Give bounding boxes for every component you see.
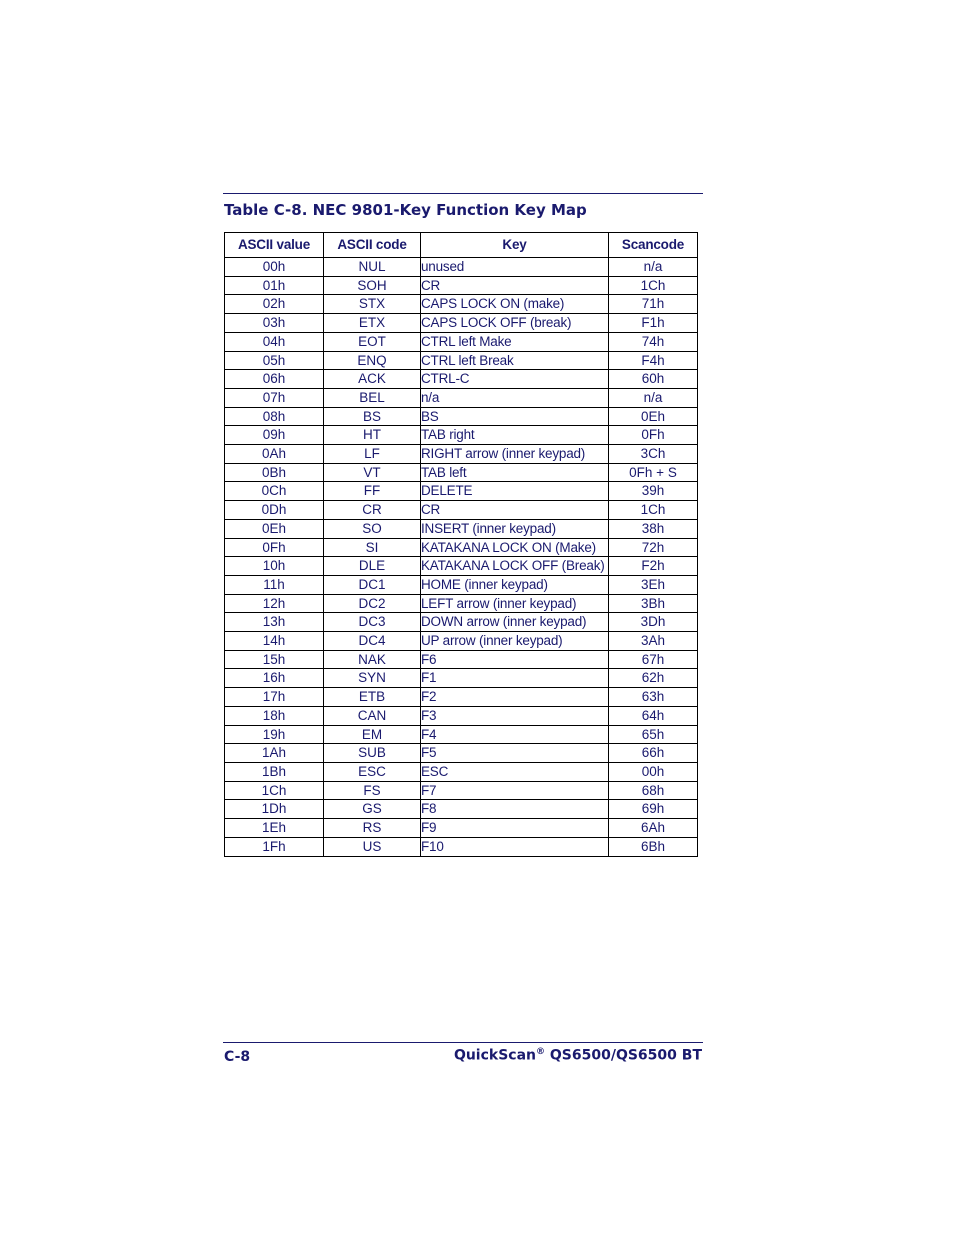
cell-ascii-code: DLE bbox=[324, 557, 421, 576]
cell-key: CTRL left Break bbox=[421, 351, 609, 370]
table-row bbox=[225, 314, 698, 333]
table-row bbox=[225, 594, 698, 613]
cell-key: unused bbox=[421, 258, 609, 277]
table-row bbox=[225, 351, 698, 370]
cell-key: BS bbox=[421, 407, 609, 426]
cell-scancode: 00h bbox=[609, 762, 698, 781]
cell-scancode: n/a bbox=[609, 258, 698, 277]
cell-ascii-code: DC2 bbox=[324, 594, 421, 613]
cell-scancode: 0Fh bbox=[609, 426, 698, 445]
table-row bbox=[225, 781, 698, 800]
cell-ascii-code: ETX bbox=[324, 314, 421, 333]
table-row bbox=[225, 407, 698, 426]
cell-key: F3 bbox=[421, 706, 609, 725]
cell-ascii-value: 04h bbox=[225, 332, 324, 351]
cell-ascii-value: 19h bbox=[225, 725, 324, 744]
cell-key: F8 bbox=[421, 800, 609, 819]
cell-ascii-code: DC3 bbox=[324, 613, 421, 632]
cell-scancode: 39h bbox=[609, 482, 698, 501]
cell-scancode: 69h bbox=[609, 800, 698, 819]
cell-ascii-code: EOT bbox=[324, 332, 421, 351]
cell-scancode: 3Bh bbox=[609, 594, 698, 613]
cell-ascii-value: 17h bbox=[225, 688, 324, 707]
cell-scancode: F1h bbox=[609, 314, 698, 333]
cell-ascii-value: 06h bbox=[225, 370, 324, 389]
column-header-scancode: Scancode bbox=[609, 233, 698, 258]
cell-ascii-value: 0Fh bbox=[225, 538, 324, 557]
table-row bbox=[225, 688, 698, 707]
table-row bbox=[225, 575, 698, 594]
cell-ascii-value: 12h bbox=[225, 594, 324, 613]
cell-ascii-value: 09h bbox=[225, 426, 324, 445]
cell-ascii-code: US bbox=[324, 837, 421, 856]
table-row bbox=[225, 613, 698, 632]
cell-key: KATAKANA LOCK OFF (Break) bbox=[421, 557, 609, 576]
cell-scancode: 3Dh bbox=[609, 613, 698, 632]
cell-key: CR bbox=[421, 501, 609, 520]
cell-key: F7 bbox=[421, 781, 609, 800]
cell-key: DOWN arrow (inner keypad) bbox=[421, 613, 609, 632]
cell-ascii-value: 1Eh bbox=[225, 819, 324, 838]
cell-key: CTRL left Make bbox=[421, 332, 609, 351]
cell-key: CR bbox=[421, 276, 609, 295]
table-row bbox=[225, 819, 698, 838]
cell-ascii-code: ESC bbox=[324, 762, 421, 781]
cell-ascii-code: RS bbox=[324, 819, 421, 838]
cell-key: LEFT arrow (inner keypad) bbox=[421, 594, 609, 613]
cell-scancode: 67h bbox=[609, 650, 698, 669]
table-row bbox=[225, 669, 698, 688]
table-row bbox=[225, 538, 698, 557]
cell-scancode: 0Fh + S bbox=[609, 463, 698, 482]
cell-scancode: 6Bh bbox=[609, 837, 698, 856]
cell-ascii-value: 1Dh bbox=[225, 800, 324, 819]
cell-ascii-value: 03h bbox=[225, 314, 324, 333]
table-row bbox=[225, 744, 698, 763]
cell-scancode: 6Ah bbox=[609, 819, 698, 838]
cell-key: DELETE bbox=[421, 482, 609, 501]
cell-ascii-code: BEL bbox=[324, 388, 421, 407]
header-rule bbox=[223, 193, 703, 194]
cell-key: CAPS LOCK ON (make) bbox=[421, 295, 609, 314]
cell-key: CTRL-C bbox=[421, 370, 609, 389]
cell-scancode: 72h bbox=[609, 538, 698, 557]
table-row bbox=[225, 276, 698, 295]
table-caption: Table C-8. NEC 9801-Key Function Key Map bbox=[224, 201, 587, 219]
cell-ascii-value: 01h bbox=[225, 276, 324, 295]
table-row bbox=[225, 370, 698, 389]
cell-key: F9 bbox=[421, 819, 609, 838]
cell-key: n/a bbox=[421, 388, 609, 407]
cell-ascii-value: 1Bh bbox=[225, 762, 324, 781]
cell-key: F4 bbox=[421, 725, 609, 744]
cell-key: CAPS LOCK OFF (break) bbox=[421, 314, 609, 333]
cell-key: F2 bbox=[421, 688, 609, 707]
cell-ascii-value: 0Dh bbox=[225, 501, 324, 520]
cell-scancode: 68h bbox=[609, 781, 698, 800]
cell-key: UP arrow (inner keypad) bbox=[421, 632, 609, 651]
cell-ascii-value: 02h bbox=[225, 295, 324, 314]
table-row bbox=[225, 800, 698, 819]
cell-scancode: 1Ch bbox=[609, 276, 698, 295]
cell-key: KATAKANA LOCK ON (Make) bbox=[421, 538, 609, 557]
cell-scancode: 1Ch bbox=[609, 501, 698, 520]
cell-ascii-code: DC4 bbox=[324, 632, 421, 651]
cell-ascii-value: 10h bbox=[225, 557, 324, 576]
cell-ascii-code: HT bbox=[324, 426, 421, 445]
cell-ascii-code: STX bbox=[324, 295, 421, 314]
cell-scancode: F4h bbox=[609, 351, 698, 370]
cell-key: F5 bbox=[421, 744, 609, 763]
cell-ascii-code: FF bbox=[324, 482, 421, 501]
cell-ascii-code: VT bbox=[324, 463, 421, 482]
cell-scancode: 66h bbox=[609, 744, 698, 763]
cell-scancode: n/a bbox=[609, 388, 698, 407]
table-row bbox=[225, 557, 698, 576]
table-row bbox=[225, 258, 698, 277]
cell-ascii-value: 1Fh bbox=[225, 837, 324, 856]
cell-ascii-code: SI bbox=[324, 538, 421, 557]
table-row bbox=[225, 463, 698, 482]
product-model: QS6500/QS6500 BT bbox=[545, 1047, 702, 1064]
cell-scancode: 63h bbox=[609, 688, 698, 707]
cell-ascii-code: DC1 bbox=[324, 575, 421, 594]
cell-scancode: 74h bbox=[609, 332, 698, 351]
table-row bbox=[225, 445, 698, 464]
column-header-ascii-code: ASCII code bbox=[324, 233, 421, 258]
table-row bbox=[225, 501, 698, 520]
cell-ascii-value: 00h bbox=[225, 258, 324, 277]
cell-ascii-code: GS bbox=[324, 800, 421, 819]
table-row bbox=[225, 706, 698, 725]
cell-ascii-value: 08h bbox=[225, 407, 324, 426]
table-row bbox=[225, 837, 698, 856]
table-row bbox=[225, 295, 698, 314]
cell-ascii-value: 07h bbox=[225, 388, 324, 407]
cell-scancode: 60h bbox=[609, 370, 698, 389]
cell-ascii-value: 0Eh bbox=[225, 519, 324, 538]
table-header-row bbox=[225, 233, 698, 258]
table-row bbox=[225, 332, 698, 351]
cell-ascii-value: 1Ch bbox=[225, 781, 324, 800]
cell-ascii-code: SOH bbox=[324, 276, 421, 295]
cell-ascii-code: SO bbox=[324, 519, 421, 538]
cell-key: F10 bbox=[421, 837, 609, 856]
cell-key: INSERT (inner keypad) bbox=[421, 519, 609, 538]
table-body bbox=[225, 258, 698, 857]
cell-scancode: 3Ah bbox=[609, 632, 698, 651]
cell-ascii-code: CAN bbox=[324, 706, 421, 725]
cell-scancode: 3Eh bbox=[609, 575, 698, 594]
cell-scancode: 62h bbox=[609, 669, 698, 688]
registered-mark: ® bbox=[536, 1047, 546, 1057]
footer-rule bbox=[223, 1042, 703, 1043]
cell-ascii-code: FS bbox=[324, 781, 421, 800]
column-header-ascii-value: ASCII value bbox=[225, 233, 324, 258]
cell-scancode: 64h bbox=[609, 706, 698, 725]
column-header-key: Key bbox=[421, 233, 609, 258]
cell-ascii-value: 0Ah bbox=[225, 445, 324, 464]
table-row bbox=[225, 482, 698, 501]
cell-ascii-code: NUL bbox=[324, 258, 421, 277]
cell-scancode: 3Ch bbox=[609, 445, 698, 464]
cell-ascii-code: CR bbox=[324, 501, 421, 520]
cell-ascii-code: SYN bbox=[324, 669, 421, 688]
cell-ascii-value: 18h bbox=[225, 706, 324, 725]
product-name: QuickScan bbox=[453, 1047, 537, 1064]
cell-ascii-value: 0Ch bbox=[225, 482, 324, 501]
cell-ascii-value: 05h bbox=[225, 351, 324, 370]
cell-ascii-value: 15h bbox=[225, 650, 324, 669]
table-row bbox=[225, 762, 698, 781]
cell-key: F1 bbox=[421, 669, 609, 688]
cell-ascii-value: 11h bbox=[225, 575, 324, 594]
cell-ascii-code: NAK bbox=[324, 650, 421, 669]
cell-ascii-value: 1Ah bbox=[225, 744, 324, 763]
cell-ascii-value: 13h bbox=[225, 613, 324, 632]
cell-key: HOME (inner keypad) bbox=[421, 575, 609, 594]
cell-ascii-code: ENQ bbox=[324, 351, 421, 370]
cell-key: ESC bbox=[421, 762, 609, 781]
cell-key: TAB right bbox=[421, 426, 609, 445]
cell-ascii-code: SUB bbox=[324, 744, 421, 763]
page-number: C-8 bbox=[224, 1049, 251, 1065]
cell-scancode: 38h bbox=[609, 519, 698, 538]
cell-key: TAB left bbox=[421, 463, 609, 482]
cell-key: RIGHT arrow (inner keypad) bbox=[421, 445, 609, 464]
cell-key: F6 bbox=[421, 650, 609, 669]
cell-ascii-value: 16h bbox=[225, 669, 324, 688]
cell-ascii-value: 0Bh bbox=[225, 463, 324, 482]
cell-ascii-code: ETB bbox=[324, 688, 421, 707]
cell-scancode: 71h bbox=[609, 295, 698, 314]
table-row bbox=[225, 426, 698, 445]
table-row bbox=[225, 519, 698, 538]
table-row bbox=[225, 725, 698, 744]
cell-ascii-code: LF bbox=[324, 445, 421, 464]
cell-ascii-value: 14h bbox=[225, 632, 324, 651]
cell-scancode: F2h bbox=[609, 557, 698, 576]
cell-scancode: 0Eh bbox=[609, 407, 698, 426]
key-map-table bbox=[224, 232, 698, 857]
table-row bbox=[225, 388, 698, 407]
cell-ascii-code: EM bbox=[324, 725, 421, 744]
cell-scancode: 65h bbox=[609, 725, 698, 744]
table-row bbox=[225, 650, 698, 669]
table-row bbox=[225, 632, 698, 651]
cell-ascii-code: ACK bbox=[324, 370, 421, 389]
cell-ascii-code: BS bbox=[324, 407, 421, 426]
product-title bbox=[454, 1047, 702, 1064]
